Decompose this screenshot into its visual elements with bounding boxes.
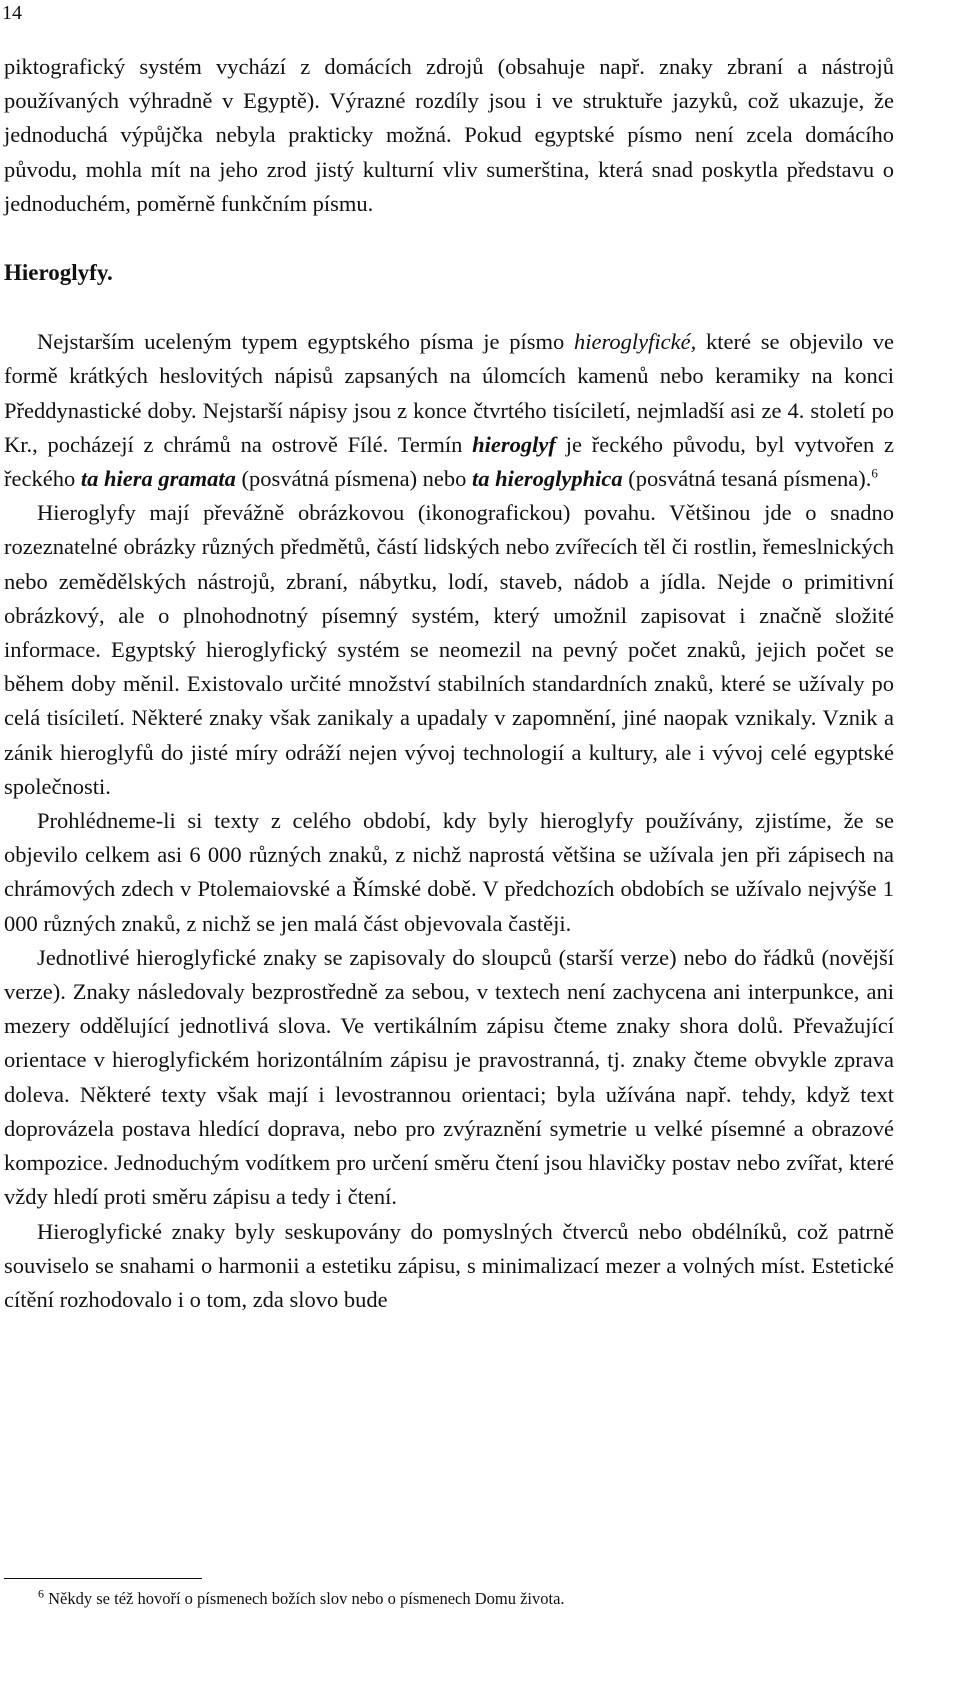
footnote-text: Někdy se též hovoří o písmenech božích slov nebo o písmenech Domu života. — [48, 1589, 565, 1608]
paragraph: Nejstarším uceleným typem egyptského písma je písmo hieroglyfické, které se objevilo ve formě krátkých heslovitých nápisů zapsaných na úlomcích kamenů nebo keramiky na konci Předdynastické doby. Nejstarší nápisy jsou z konce čtvrtého tisíciletí, nejmladší asi ze 4. století po Kr., pocházejí z chrámů na ostrově Fílé. Termín hieroglyf je řeckého původu, byl vytvořen z řeckého ta hiera gramata (posvátná písmena) nebo ta hieroglyphica (posvátná tesaná písmena).$^6$ — [4, 329, 894, 492]
page-number: 14 — [2, 2, 22, 24]
paragraph: Hieroglyfické znaky byly seskupovány do pomyslných čtverců nebo obdélníků, což patrně souviselo se snahami o harmonii a estetiku zápisu, s minimalizací mezer a volných míst. Estetické cítění rozhodovalo i o tom, zda slovo bude — [4, 1218, 894, 1312]
footnote-divider — [4, 1578, 202, 1579]
paragraph: Prohlédneme-li si texty z celého období, kdy byly hieroglyfy používány, zjistíme, že se objevilo celkem asi 6 000 různých znaků, z nichž naprostá většina se užívala jen při zápisech na chrámových zdech v Ptolemaiovské a Římské době. V předchozích obdobích se užívalo nejvýše 1 000 různých znaků, z nichž se jen malá část objevovala častěji. — [4, 808, 894, 936]
paragraph: Hieroglyfy mají převážně obrázkovou (ikonografickou) povahu. Většinou jde o snadno rozeznatelné obrázky různých předmětů, částí lidských nebo zvířecích těl či rostlin, řemeslnických nebo zemědělských nástrojů, zbraní, nábytku, lodí, staveb, nádob a jídla. Nejde o primitivní obrázkový, ale o plnohodnotný písemný systém, který umožnil zapisovat i značně složité informace. Egyptský hieroglyfický systém se neomezil na pevný počet znaků, jejich počet se během doby měnil. Existovalo určité množství stabilních standardních znaků, které se užívaly po celá tisíciletí. Některé znaky však zanikaly a upadaly v zapomnění, jiné naopak vznikaly. Vznik a zánik hieroglyfů do jisté míry odráží nejen vývoj technologií a kultury, ale i vývoj celé egyptské společnosti. — [4, 500, 894, 799]
footnote — [38, 1588, 565, 1610]
footnote-marker: 6 — [38, 1586, 44, 1601]
section-heading: Hieroglyfy. — [4, 260, 113, 286]
paragraph: piktografický systém vychází z domácích zdrojů (obsahuje např. znaky zbraní a nástrojů používaných výhradně v Egyptě). Výrazné rozdíly jsou i ve struktuře jazyků, což ukazuje, že jednoduchá výpůjčka nebyla prakticky možná. Pokud egyptské písmo není zcela domácího původu, mohla mít na jeho zrod jistý kulturní vliv sumerština, která snad poskytla představu o jednoduchém, poměrně funkčním písmu. — [4, 54, 894, 216]
paragraph: Jednotlivé hieroglyfické znaky se zapisovaly do sloupců (starší verze) nebo do řádků (novější verze). Znaky následovaly bezprostředně za sebou, v textech není zachycena ani interpunkce, ani mezery oddělující jednotlivá slova. Ve vertikálním zápisu čteme znaky shora dolů. Převažující orientace v hieroglyfickém horizontálním zápisu je pravostranná, tj. znaky čteme obvykle zprava doleva. Některé texty však mají i levostrannou orientaci; byla užívána např. tehdy, když text doprovázela postava hledící doprava, nebo pro zvýraznění symetrie u velké písemné a obrazové kompozice. Jednoduchým vodítkem pro určení směru čtení jsou hlavičky postav nebo zvířat, které vždy hledí proti směru zápisu a tedy i čtení. — [4, 944, 894, 1210]
body-text — [4, 50, 894, 1317]
